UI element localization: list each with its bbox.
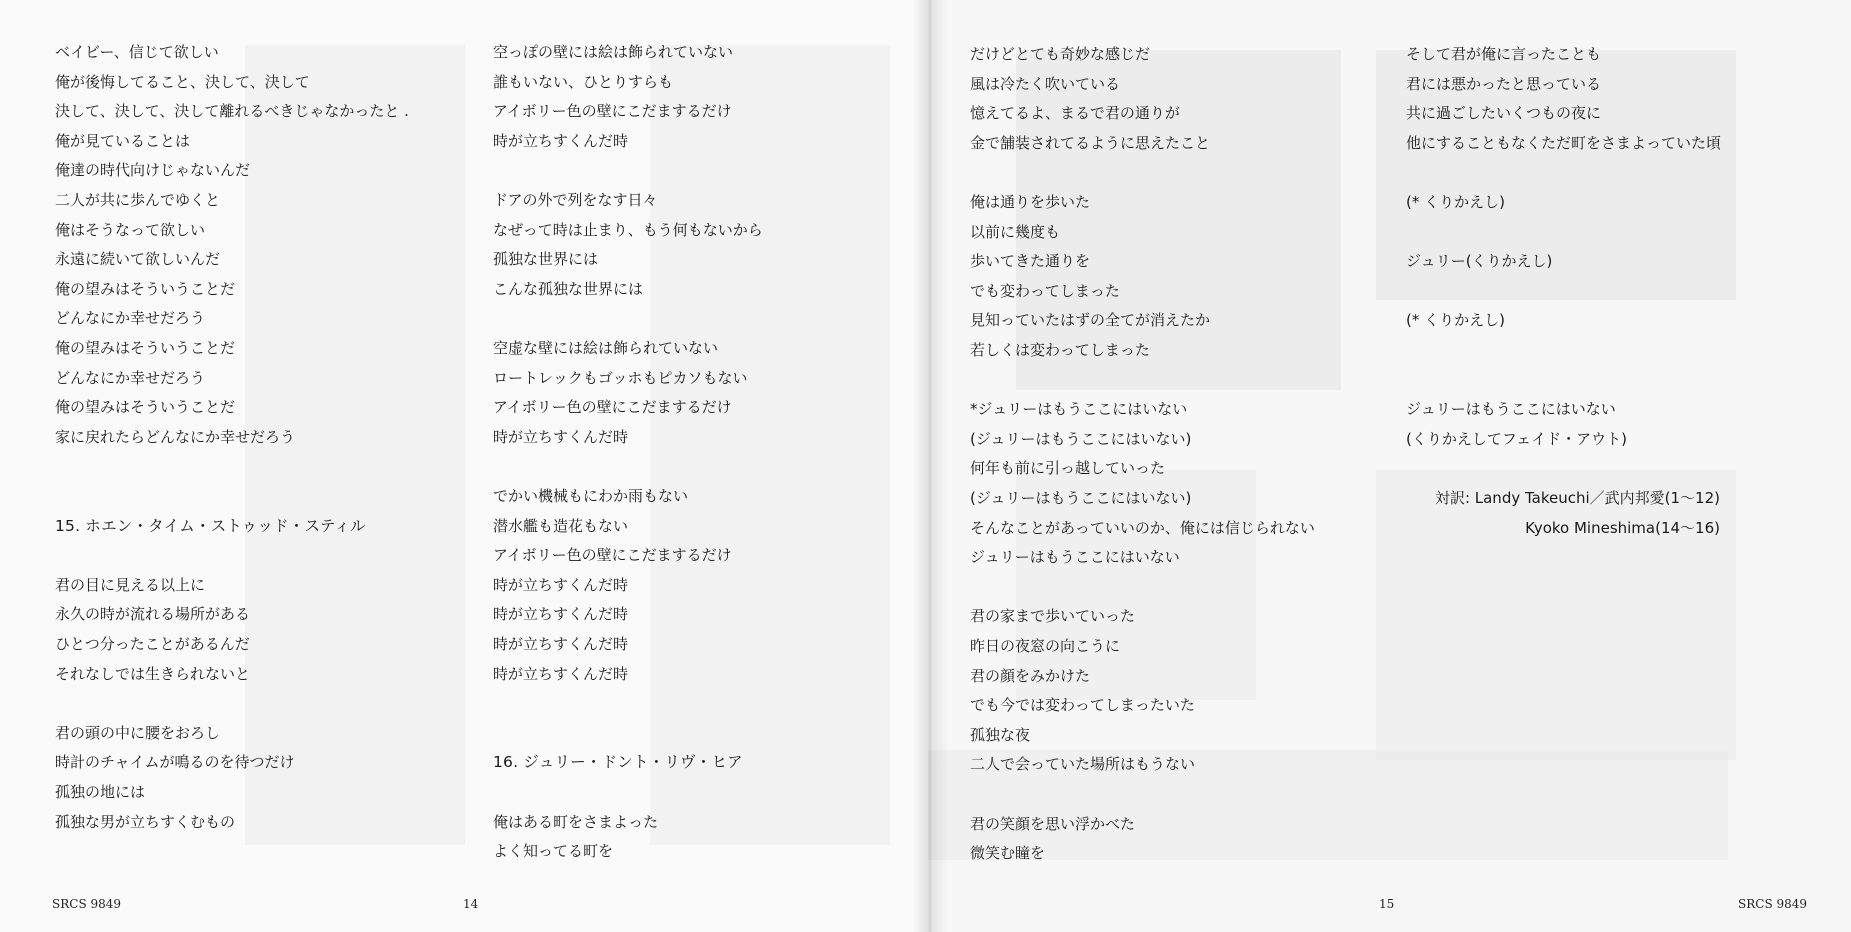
lyric-line: 家に戻れたらどんなにか幸せだろう (55, 427, 296, 446)
lyric-line: でも変わってしまった (970, 281, 1120, 300)
lyric-line: どんなにか幸せだろう (55, 368, 206, 387)
lyric-line: (* くりかえし) (1406, 311, 1505, 330)
lyric-line: ロートレックもゴッホもピカソもない (493, 368, 748, 387)
lyric-line: *ジュリーはもうここにはいない (970, 400, 1188, 419)
lyric-line: アイボリー色の壁にこだまするだけ (493, 398, 732, 417)
lyric-line: ジュリー(くりかえし) (1406, 252, 1553, 271)
lyric-line: (くりかえしてフェイド・アウト) (1406, 429, 1627, 448)
lyric-line: よく知ってる町を (493, 842, 614, 861)
catalog-code-left: SRCS 9849 (52, 897, 122, 911)
lyric-line: 俺はそうなって欲しい (55, 220, 206, 239)
lyric-line: 潜水艦も造花もない (493, 516, 629, 535)
lyric-line: 二人が共に歩んでゆくと (55, 191, 221, 209)
lyric-line: 時が立ちすくんだ時 (493, 635, 629, 653)
lyric-line: 微笑む瞳を (970, 844, 1046, 863)
lyric-line: 金で舗装されてるように思えたこと (970, 133, 1211, 152)
lyric-line: 風は冷たく吹いている (970, 74, 1121, 93)
catalog-code-right: SRCS 9849 (1738, 897, 1808, 911)
lyric-line: ドアの外で列をなす日々 (493, 191, 658, 209)
lyric-line: 見知っていたはずの全てが消えたか (970, 311, 1211, 330)
lyric-line: 時計のチャイムが鳴るのを待つだけ (55, 753, 295, 772)
lyric-line: 共に過ごしたいくつもの夜に (1406, 104, 1602, 123)
lyric-line: 若しくは変わってしまった (970, 341, 1150, 359)
lyric-line: そして君が俺に言ったことも (1406, 45, 1602, 63)
lyric-line: 時が立ちすくんだ時 (493, 427, 629, 446)
lyric-line: 俺は通りを歩いた (970, 193, 1091, 211)
lyric-line: 君の顔をみかけた (970, 666, 1091, 685)
lyric-line: 君の家まで歩いていった (970, 607, 1136, 626)
lyric-line: こんな孤独な世界には (493, 279, 644, 298)
lyric-line: 決して、決して、決して離れるべきじゃなかったと . (55, 102, 409, 121)
lyric-line: 時が立ちすくんだ時 (493, 605, 629, 624)
lyric-line: 孤独な夜 (970, 725, 1031, 744)
lyric-line: (ジュリーはもうここにはいない) (970, 489, 1192, 507)
lyric-line: 孤独な男が立ちすくむもの (55, 812, 236, 831)
lyric-line: でも今では変わってしまったいた (970, 696, 1195, 715)
lyric-line: 俺の望みはそういうことだ (55, 339, 236, 357)
page-number-left: 14 (463, 897, 479, 911)
lyric-line: なぜって時は止まり、もう何もないから (493, 220, 763, 239)
lyric-line: 昨日の夜窓の向こうに (970, 637, 1121, 655)
lyric-line: 俺はある町をさまよった (493, 812, 659, 831)
lyric-line: 空虚な壁には絵は飾られていない (493, 339, 719, 357)
lyric-line: 俺が後悔してること、決して、決して (55, 72, 310, 91)
lyric-line: (* くりかえし) (1406, 193, 1505, 211)
lyric-line: 空っぽの壁には絵は飾られていない (493, 43, 734, 61)
lyric-line: 他にすることもなくただ町をさまよっていた頃 (1406, 133, 1722, 152)
lyric-line: 永久の時が流れる場所がある (55, 605, 251, 624)
lyric-line: 二人で会っていた場所はもうない (970, 755, 1196, 774)
lyric-line: どんなにか幸せだろう (55, 309, 206, 328)
lyric-line: 憶えてるよ、まるで君の通りが (970, 104, 1180, 123)
lyric-line: 俺の望みはそういうことだ (55, 398, 236, 417)
lyric-line: 以前に幾度も (970, 222, 1061, 241)
lyric-line: 孤独な世界には (493, 250, 599, 269)
lyric-line: ジュリーはもうここにはいない (1406, 400, 1616, 419)
lyric-line: 俺の望みはそういうことだ (55, 279, 236, 298)
lyric-line: ベイビー、信じて欲しい (55, 43, 219, 61)
lyric-line: 歩いてきた通りを (970, 252, 1091, 271)
song-title: 16. ジュリー・ドント・リヴ・ヒア (493, 753, 743, 772)
lyric-line: 君の頭の中に腰をおろし (55, 723, 221, 742)
lyric-line: 君の目に見える以上に (55, 575, 206, 594)
song-title: 15. ホエン・タイム・ストゥッド・スティル (55, 516, 366, 535)
lyric-line: 誰もいない、ひとりすらも (493, 72, 674, 91)
lyric-line: ひとつ分ったことがあるんだ (55, 635, 250, 653)
page-15 (928, 0, 1851, 932)
lyric-line: だけどとても奇妙な感じだ (970, 45, 1151, 63)
lyric-line: 時が立ちすくんだ時 (493, 131, 629, 150)
page-number-right: 15 (1379, 897, 1395, 911)
lyric-line: 時が立ちすくんだ時 (493, 575, 629, 594)
lyric-line: 何年も前に引っ越していった (970, 459, 1166, 478)
lyric-line: それなしでは生きられないと (55, 664, 251, 683)
lyric-line: そんなことがあっていいのか、俺には信じられない (970, 518, 1315, 537)
lyric-line: アイボリー色の壁にこだまするだけ (493, 546, 732, 565)
lyric-line: 俺が見ていることは (55, 131, 191, 150)
credit-line-2: Kyoko Mineshima(14〜16) (1525, 519, 1720, 537)
lyric-line: ジュリーはもうここにはいない (970, 548, 1180, 567)
lyric-line: 君の笑顔を思い浮かべた (970, 814, 1136, 833)
lyric-line: 永遠に続いて欲しいんだ (55, 250, 221, 269)
lyric-line: 孤独の地には (55, 783, 146, 801)
credit-line-1: 対訳: Landy Takeuchi／武内邦愛(1〜12) (1434, 489, 1720, 507)
lyric-line: 時が立ちすくんだ時 (493, 664, 629, 683)
lyric-line: アイボリー色の壁にこだまするだけ (493, 102, 732, 121)
lyric-line: (ジュリーはもうここにはいない) (970, 429, 1192, 448)
lyric-line: でかい機械もにわか雨もない (493, 487, 689, 505)
lyric-line: 俺達の時代向けじゃないんだ (55, 161, 251, 180)
lyric-line: 君には悪かったと思っている (1406, 74, 1602, 93)
